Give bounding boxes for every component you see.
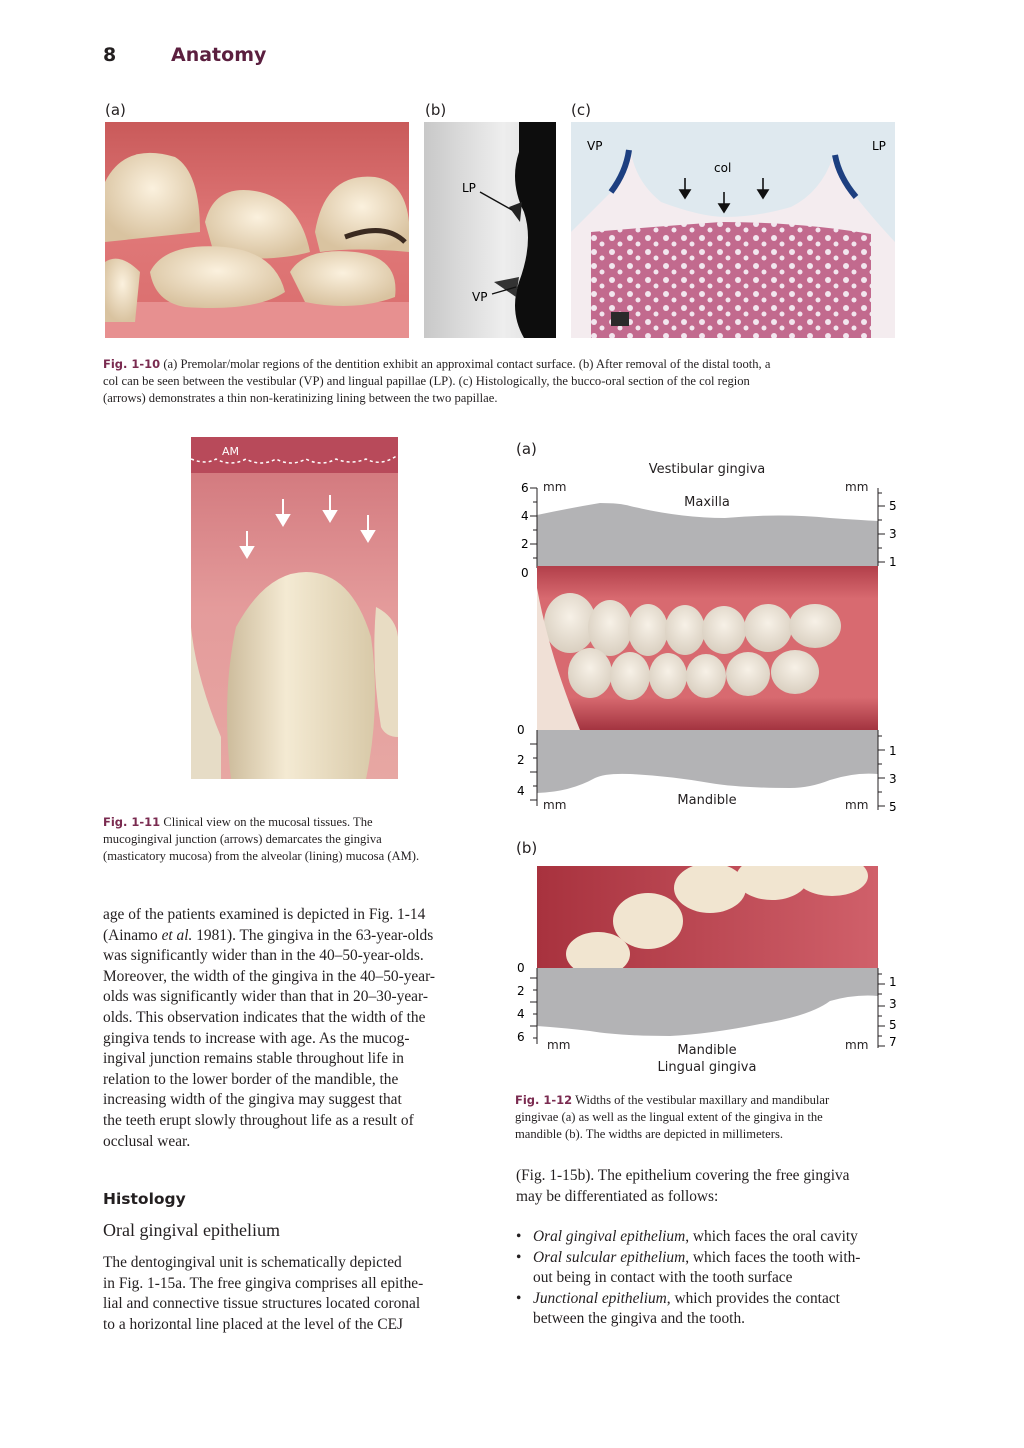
left-line-10: increasing width of the gingiva may suggest that	[103, 1091, 402, 1109]
fig10-caption-line-1: (a) Premolar/molar regions of the dentition exhibit an approximal contact surface. (b) After removal of the distal tooth, a	[160, 357, 771, 371]
left-line-1: age of the patients examined is depicted in Fig. 1-14	[103, 906, 426, 923]
bullet-text: , which faces the oral cavity	[685, 1228, 858, 1245]
bullet-term: Oral sulcular epithelium	[533, 1248, 686, 1266]
fig12-b-left-tick-4: 4	[517, 1007, 525, 1021]
fig12-a-title: Vestibular gingiva	[648, 462, 766, 477]
fig11-caption-line-2: mucogingival junction (arrows) demarcates the gingiva	[103, 832, 382, 846]
left2-line-1: The dentogingival unit is schematically depicted	[103, 1254, 402, 1271]
fig10-c-lp-label: LP	[872, 139, 886, 153]
fig12-a-br-tick-1: 1	[889, 744, 897, 758]
fig10-panel-c-label: (c)	[571, 101, 591, 119]
fig10-b-vp-label: VP	[472, 290, 488, 304]
left-line-11: the teeth erupt slowly throughout life as a result of	[103, 1111, 414, 1129]
section-heading-histology: Histology	[103, 1190, 186, 1208]
bullet-term: Junctional epithelium	[533, 1289, 667, 1307]
fig12-caption-line-1: Widths of the vestibular maxillary and mandibular	[572, 1093, 830, 1107]
fig12-panel-b-label: (b)	[516, 839, 538, 857]
fig11-caption-line-1: Clinical view on the mucosal tissues. The	[160, 815, 373, 829]
fig12-a-unit-tr: mm	[845, 480, 869, 494]
left2-line-2: in Fig. 1-15a. The free gingiva comprises all epithe-	[103, 1274, 424, 1292]
fig12-a-br-tick-3: 3	[889, 772, 897, 786]
fig10-photo-b	[424, 122, 556, 338]
fig11-photo	[191, 437, 398, 779]
bullet-text: , which faces the tooth with-	[685, 1248, 861, 1266]
fig12-a-left-tick-4: 4	[521, 509, 529, 523]
fig12-a-maxilla: Maxilla	[684, 495, 730, 510]
page-number: 8	[103, 44, 117, 66]
bullet-item	[516, 1227, 900, 1248]
right-line-2: may be differentiated as follows:	[516, 1187, 719, 1205]
fig12-a-mandible: Mandible	[677, 793, 737, 808]
fig12-b-right-tick-5: 5	[889, 1018, 897, 1032]
fig12-panel-a-label: (a)	[516, 440, 537, 458]
left-line-5: olds was significantly wider than that in 20–30-year-	[103, 988, 428, 1006]
fig12-b-left-tick-0: 0	[517, 961, 525, 975]
fig10-caption-line-3: (arrows) demonstrates a thin non-keratinizing lining between the two papillae.	[103, 391, 498, 405]
fig10-caption-label: Fig. 1-10	[103, 357, 161, 371]
chapter-title: Anatomy	[171, 44, 267, 66]
fig12-a-right-tick-3: 3	[889, 527, 897, 541]
left-line-6: olds. This observation indicates that the width of the	[103, 1008, 426, 1026]
fig10-caption-line-2: col can be seen between the vestibular (VP) and lingual papillae (LP). (c) Histologically, the bucco-oral section of the col region	[103, 374, 750, 388]
fig12-b-right-tick-7: 7	[889, 1035, 897, 1049]
fig11-caption-label: Fig. 1-11	[103, 815, 161, 829]
left-line-2: (Ainamo et al. 1981). The gingiva in the 63-year-olds	[103, 926, 434, 944]
fig12-b-left-tick-2: 2	[517, 984, 525, 998]
fig12-a-bl-tick-4: 4	[517, 784, 525, 798]
bullet-item	[516, 1289, 900, 1330]
fig11-caption	[103, 814, 498, 865]
subsection-heading-oral-gingival-epithelium: Oral gingival epithelium	[103, 1220, 280, 1240]
left-line-3: was significantly wider than in the 40–50-year-olds.	[103, 947, 424, 965]
fig12-b-left-tick-6: 6	[517, 1030, 525, 1044]
fig12-a-bl-tick-0: 0	[517, 723, 525, 737]
fig12-diagram-b	[510, 866, 900, 1076]
fig12-a-left-tick-2: 2	[521, 537, 529, 551]
bullet-continuation: out being in contact with the tooth surface	[533, 1269, 793, 1287]
fig12-b-unit-left: mm	[547, 1038, 571, 1052]
left-line-12: occlusal wear.	[103, 1132, 191, 1150]
fig12-b-unit-right: mm	[845, 1038, 869, 1052]
fig12-a-right-tick-1: 1	[889, 555, 897, 569]
fig12-caption-label: Fig. 1-12	[515, 1093, 573, 1107]
bullet-term: Oral gingival epithelium	[533, 1228, 686, 1245]
fig10-caption	[103, 356, 903, 407]
fig10-b-lp-label: LP	[462, 181, 476, 195]
fig12-caption-line-3: mandible (b). The widths are depicted in millimeters.	[515, 1127, 784, 1141]
fig10-histology-c	[571, 122, 895, 338]
left2-line-4: to a horizontal line placed at the level of the CEJ	[103, 1315, 404, 1333]
left-paragraph	[103, 905, 486, 1152]
fig10-photo-a	[105, 122, 409, 338]
bullet-list	[516, 1227, 900, 1330]
left-line-7: gingiva tends to increase with age. As the mucog-	[103, 1029, 410, 1047]
fig12-a-right-tick-5: 5	[889, 499, 897, 513]
fig12-a-left-tick-6: 6	[521, 481, 529, 495]
fig12-b-lingual: Lingual gingiva	[657, 1060, 757, 1075]
fig12-b-mandible: Mandible	[677, 1043, 737, 1058]
fig12-b-right-tick-3: 3	[889, 997, 897, 1011]
fig10-c-vp-label: VP	[587, 139, 603, 153]
fig12-diagram-a	[510, 458, 900, 818]
left-line-9: relation to the lower border of the mandible, the	[103, 1070, 399, 1088]
fig11-am-label: AM	[222, 445, 240, 458]
bullet-continuation: between the gingiva and the tooth.	[533, 1310, 745, 1328]
fig10-c-col-label: col	[714, 161, 732, 175]
right-paragraph	[516, 1166, 900, 1207]
fig12-a-left-tick-0: 0	[521, 566, 529, 580]
bullet-text: , which provides the contact	[666, 1289, 840, 1307]
fig12-a-bl-tick-2: 2	[517, 753, 525, 767]
fig10-panel-b-label: (b)	[425, 101, 447, 119]
fig12-caption	[515, 1092, 915, 1143]
fig12-a-unit-bl: mm	[543, 798, 567, 812]
bullet-item	[516, 1248, 900, 1289]
left-line-4: Moreover, the width of the gingiva in the 40–50-year-	[103, 967, 436, 985]
fig11-caption-line-3: (masticatory mucosa) from the alveolar (lining) mucosa (AM).	[103, 849, 420, 863]
left-line-8: ingival junction remains stable throughout life in	[103, 1050, 404, 1068]
left-paragraph-2	[103, 1253, 486, 1335]
fig12-a-unit-tl: mm	[543, 480, 567, 494]
fig10-panel-a-label: (a)	[105, 101, 126, 119]
fig12-a-unit-br: mm	[845, 798, 869, 812]
fig12-a-br-tick-5: 5	[889, 800, 897, 814]
left2-line-3: lial and connective tissue structures located coronal	[103, 1295, 421, 1313]
fig12-caption-line-2: gingivae (a) as well as the lingual extent of the gingiva in the	[515, 1110, 823, 1124]
fig12-b-right-tick-1: 1	[889, 975, 897, 989]
right-line-1: (Fig. 1-15b). The epithelium covering the free gingiva	[516, 1167, 850, 1184]
